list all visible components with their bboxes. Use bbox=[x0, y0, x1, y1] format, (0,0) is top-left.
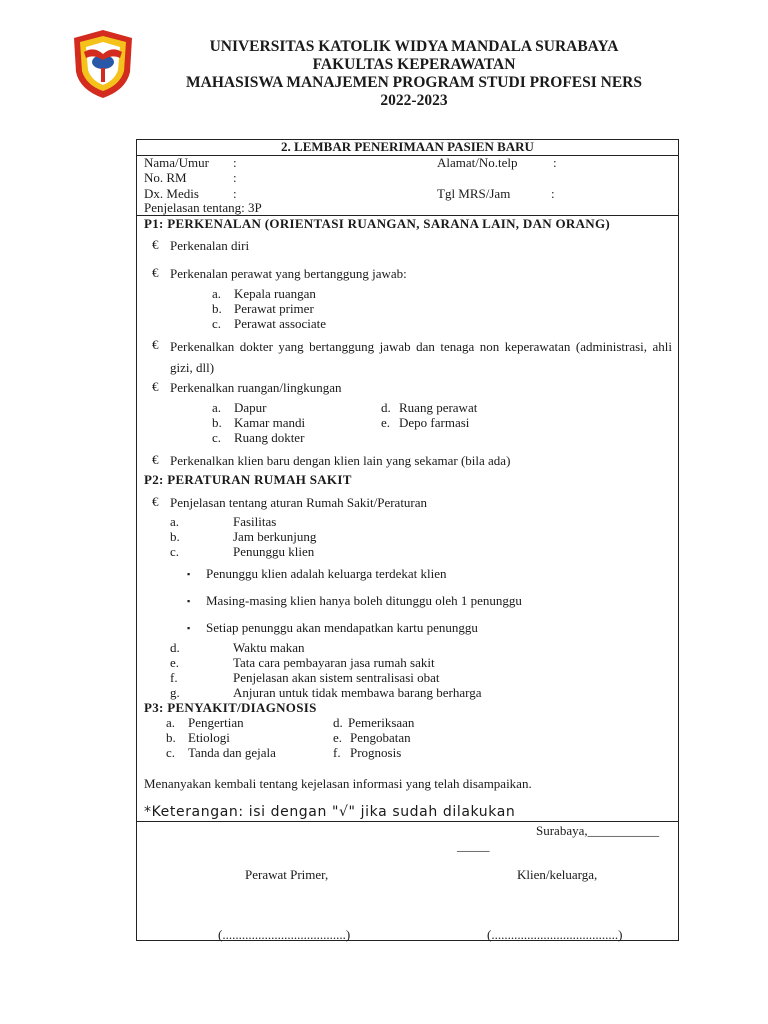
list-item: Prognosis bbox=[350, 745, 402, 760]
list-item: Penjelasan akan sistem sentralisasi obat bbox=[233, 670, 440, 685]
p3-heading: P3: PENYAKIT/DIAGNOSIS bbox=[144, 700, 317, 715]
list-item: Pemeriksaan bbox=[348, 715, 415, 730]
p1-item-perkenalkan-ruangan: Perkenalkan ruangan/lingkungan bbox=[170, 380, 342, 395]
checkbox-symbol: € bbox=[152, 237, 159, 252]
signature-divider bbox=[136, 821, 679, 822]
list-letter: c. bbox=[212, 316, 222, 331]
list-letter: d. bbox=[333, 715, 343, 730]
p2-heading: P2: PERATURAN RUMAH SAKIT bbox=[144, 472, 352, 487]
p2-item-aturan: Penjelasan tentang aturan Rumah Sakit/Peraturan bbox=[170, 495, 428, 510]
p1-item-klien-baru: Perkenalkan klien baru dengan klien lain yang sekamar (bila ada) bbox=[170, 453, 511, 468]
checkbox-symbol: € bbox=[152, 337, 159, 352]
list-item: Dapur bbox=[234, 400, 267, 415]
nama-umur-colon: : bbox=[233, 155, 237, 170]
list-letter: a. bbox=[212, 400, 222, 415]
no-rm-colon: : bbox=[233, 170, 237, 185]
title-divider bbox=[136, 155, 679, 156]
alamat-label: Alamat/No.telp bbox=[437, 155, 518, 170]
list-item: Fasilitas bbox=[233, 514, 277, 529]
tgl-mrs-label: Tgl MRS/Jam bbox=[437, 186, 511, 201]
list-item: Perawat primer bbox=[234, 301, 314, 316]
list-letter: d. bbox=[170, 640, 180, 655]
list-item: Depo farmasi bbox=[399, 415, 470, 430]
list-item: Penunggu klien bbox=[233, 544, 315, 559]
checkbox-symbol: € bbox=[152, 265, 159, 280]
list-item: Masing-masing klien hanya boleh ditunggu oleh 1 penunggu bbox=[206, 593, 522, 608]
list-letter: e. bbox=[170, 655, 180, 670]
list-letter: c. bbox=[170, 544, 180, 559]
list-letter: g. bbox=[170, 685, 180, 700]
penjelasan-label: Penjelasan tentang: 3P bbox=[144, 200, 262, 215]
list-item: Pengertian bbox=[188, 715, 244, 730]
list-item: Etiologi bbox=[188, 730, 230, 745]
nama-umur-label: Nama/Umur bbox=[144, 155, 209, 170]
dx-medis-colon: : bbox=[233, 186, 237, 201]
list-item: Tata cara pembayaran jasa rumah sakit bbox=[233, 655, 435, 670]
p1-item-perkenalan-diri: Perkenalan diri bbox=[170, 238, 250, 253]
checkbox-symbol: € bbox=[152, 494, 159, 509]
list-letter: b. bbox=[170, 529, 180, 544]
list-item: Penunggu klien adalah keluarga terdekat klien bbox=[206, 566, 447, 581]
list-letter: a. bbox=[212, 286, 222, 301]
list-letter: c. bbox=[212, 430, 222, 445]
form-title: 2. LEMBAR PENERIMAAN PASIEN BARU bbox=[281, 139, 534, 154]
perawat-signature-blank: (......................................) bbox=[218, 927, 351, 942]
p1-heading: P1: PERKENALAN (ORIENTASI RUANGAN, SARANA LAIN, DAN ORANG) bbox=[144, 216, 611, 231]
no-rm-label: No. RM bbox=[144, 170, 187, 185]
list-letter: f. bbox=[333, 745, 341, 760]
p1-item-perkenalkan-dokter: Perkenalkan dokter yang bertanggung jawab dan tenaga non keperawatan (administrasi, ahli gizi, dll) bbox=[170, 339, 672, 375]
list-letter: b. bbox=[212, 301, 222, 316]
list-item: Anjuran untuk tidak membawa barang berharga bbox=[233, 685, 482, 700]
signature-underline: _____ bbox=[457, 838, 490, 853]
dash-bullet: ▪ bbox=[187, 623, 191, 633]
program-name: MAHASISWA MANAJEMEN PROGRAM STUDI PROFESI NERS bbox=[186, 74, 642, 91]
p1-item-perkenalan-perawat: Perkenalan perawat yang bertanggung jawab: bbox=[170, 266, 407, 281]
list-item: Ruang dokter bbox=[234, 430, 305, 445]
dx-medis-label: Dx. Medis bbox=[144, 186, 199, 201]
signature-place: Surabaya,___________ bbox=[536, 823, 660, 838]
list-item: Ruang perawat bbox=[399, 400, 478, 415]
list-item: Kamar mandi bbox=[234, 415, 306, 430]
closing-statement: Menanyakan kembali tentang kejelasan informasi yang telah disampaikan. bbox=[144, 776, 532, 791]
list-item: Pengobatan bbox=[350, 730, 411, 745]
list-letter: e. bbox=[381, 415, 391, 430]
list-item: Jam berkunjung bbox=[233, 529, 317, 544]
tgl-mrs-colon: : bbox=[551, 186, 555, 201]
list-letter: d. bbox=[381, 400, 391, 415]
dash-bullet: ▪ bbox=[187, 596, 191, 606]
klien-signature-blank: (.......................................) bbox=[487, 927, 623, 942]
list-letter: a. bbox=[170, 514, 180, 529]
university-name: UNIVERSITAS KATOLIK WIDYA MANDALA SURABAYA bbox=[209, 38, 619, 55]
list-item: Perawat associate bbox=[234, 316, 327, 331]
list-letter: a. bbox=[166, 715, 176, 730]
list-letter: b. bbox=[212, 415, 222, 430]
klien-keluarga-label: Klien/keluarga, bbox=[517, 867, 598, 882]
university-seal-logo bbox=[70, 28, 136, 100]
list-letter: e. bbox=[333, 730, 343, 745]
academic-year: 2022-2023 bbox=[380, 92, 448, 109]
alamat-colon: : bbox=[553, 155, 557, 170]
list-item: Waktu makan bbox=[233, 640, 305, 655]
list-letter: c. bbox=[166, 745, 176, 760]
checkbox-symbol: € bbox=[152, 452, 159, 467]
perawat-primer-label: Perawat Primer, bbox=[245, 867, 329, 882]
list-item: Kepala ruangan bbox=[234, 286, 316, 301]
list-item: Tanda dan gejala bbox=[188, 745, 276, 760]
list-letter: f. bbox=[170, 670, 178, 685]
dash-bullet: ▪ bbox=[187, 569, 191, 579]
list-item: Setiap penunggu akan mendapatkan kartu penunggu bbox=[206, 620, 478, 635]
list-letter: b. bbox=[166, 730, 176, 745]
faculty-name: FAKULTAS KEPERAWATAN bbox=[312, 56, 516, 73]
note-text: *Keterangan: isi dengan "√" jika sudah dilakukan bbox=[144, 804, 516, 820]
checkbox-symbol: € bbox=[152, 379, 159, 394]
